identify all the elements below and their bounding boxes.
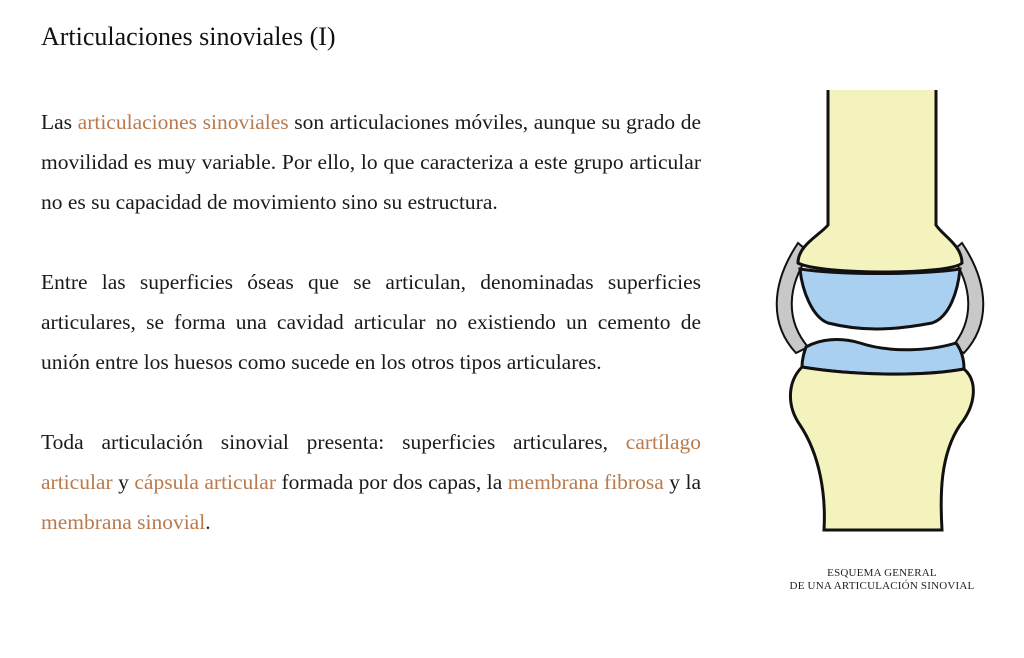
caption-line-2: DE UNA ARTICULACIÓN SINOVIAL xyxy=(789,580,975,592)
p3-text-start: Toda articulación sinovial presenta: superficies articulares, xyxy=(41,430,626,454)
upper-cartilage xyxy=(800,269,960,329)
p1-text-end: son articulaciones móviles, aunque su grado de movilidad es muy variable. Por ello, lo que caracteriza a este grupo articular no es su capacidad de movimiento sino su estructura. xyxy=(41,110,702,214)
p3-text-end: . xyxy=(205,510,211,534)
upper-bone xyxy=(798,90,962,272)
paragraph-1 xyxy=(41,102,701,222)
caption-line-1: ESQUEMA GENERAL xyxy=(827,567,937,579)
p3-text-mid2: formada por dos capas, la xyxy=(275,470,508,494)
lower-bone xyxy=(790,367,973,530)
keyword-cartilago-articular[interactable]: cartílago articular xyxy=(41,430,701,494)
keyword-articulaciones-sinoviales[interactable]: articulaciones sinoviales xyxy=(77,110,289,134)
keyword-capsula-articular[interactable]: cápsula articular xyxy=(134,470,276,494)
paragraph-2: Entre las superficies óseas que se articulan, denominadas superficies articulares, se forma una cavidad articular no existiendo un cemento de unión entre los huesos como sucede en los otros tipos articulares. xyxy=(41,270,701,374)
page-title: Articulaciones sinoviales (I) xyxy=(41,22,336,51)
p3-text-mid1: y xyxy=(112,470,135,494)
synovial-joint-illustration xyxy=(760,85,1000,535)
p1-text-start: Las xyxy=(41,110,78,134)
p3-text-mid3: y la xyxy=(663,470,702,494)
keyword-membrana-fibrosa[interactable]: membrana fibrosa xyxy=(507,470,664,494)
keyword-membrana-sinovial[interactable]: membrana sinovial xyxy=(41,510,206,534)
paragraph-3 xyxy=(41,422,701,542)
main-text xyxy=(41,102,701,582)
figure-caption xyxy=(762,567,1002,593)
